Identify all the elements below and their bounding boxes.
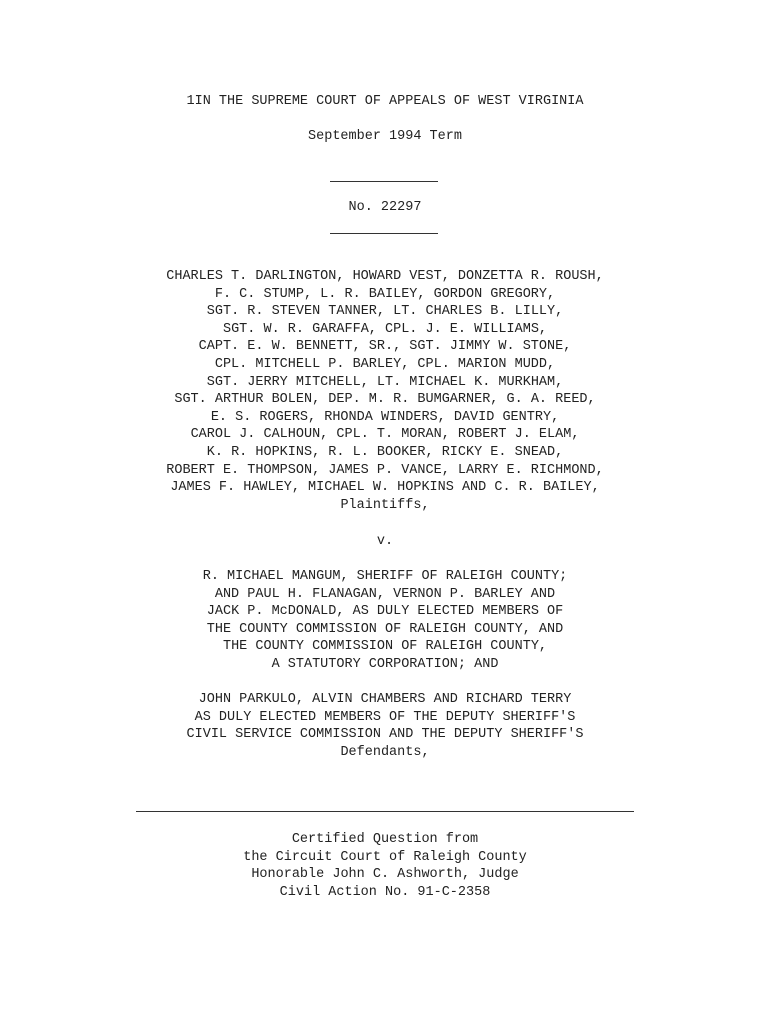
defendant-line: THE COUNTY COMMISSION OF RALEIGH COUNTY, AND <box>206 621 564 637</box>
plaintiff-line: SGT. W. R. GARAFFA, CPL. J. E. WILLIAMS, <box>222 321 548 337</box>
plaintiff-line: ROBERT E. THOMPSON, JAMES P. VANCE, LARRY E. RICHMOND, <box>166 462 604 478</box>
plaintiff-line: SGT. JERRY MITCHELL, LT. MICHAEL K. MURKHAM, <box>206 374 564 390</box>
plaintiffs-role: Plaintiffs, <box>340 497 430 513</box>
certified-question-line: Certified Question from <box>291 832 479 847</box>
plaintiff-line: CAPT. E. W. BENNETT, SR., SGT. JIMMY W. STONE, <box>198 339 572 355</box>
defendant-line: AND PAUL H. FLANAGAN, VERNON P. BARLEY AND <box>214 586 556 602</box>
certified-question-line: Civil Action No. 91-C-2358 <box>279 884 491 900</box>
case-number: No. 22297 <box>348 200 422 215</box>
plaintiff-line: SGT. ARTHUR BOLEN, DEP. M. R. BUMGARNER, G. A. REED, <box>174 392 596 408</box>
plaintiff-line: F. C. STUMP, L. R. BAILEY, GORDON GREGORY, <box>214 286 556 302</box>
divider-top <box>330 181 438 182</box>
defendants-block-2 <box>0 691 770 761</box>
plaintiff-line: CHARLES T. DARLINGTON, HOWARD VEST, DONZETTA R. ROUSH, <box>166 269 604 284</box>
defendant-line: JOHN PARKULO, ALVIN CHAMBERS AND RICHARD TERRY <box>198 692 572 707</box>
certified-question-line: Honorable John C. Ashworth, Judge <box>251 867 519 883</box>
defendant-line: CIVIL SERVICE COMMISSION AND THE DEPUTY SHERIFF'S <box>186 727 584 743</box>
defendant-line: AS DULY ELECTED MEMBERS OF THE DEPUTY SHERIFF'S <box>194 709 576 725</box>
divider-bottom <box>330 233 438 234</box>
defendants-role: Defendants, <box>340 744 430 760</box>
plaintiff-line: SGT. R. STEVEN TANNER, LT. CHARLES B. LILLY, <box>206 304 564 320</box>
court-title: 1IN THE SUPREME COURT OF APPEALS OF WEST VIRGINIA <box>186 94 584 109</box>
defendants-block-1 <box>0 568 770 674</box>
versus-label: v. <box>376 534 394 549</box>
defendant-line: THE COUNTY COMMISSION OF RALEIGH COUNTY, <box>222 639 548 655</box>
section-divider <box>136 811 634 812</box>
term-line: September 1994 Term <box>308 129 462 144</box>
plaintiff-line: K. R. HOPKINS, R. L. BOOKER, RICKY E. SNEAD, <box>206 444 564 460</box>
certified-question-line: the Circuit Court of Raleigh County <box>243 849 527 865</box>
certified-question-block <box>0 831 770 901</box>
defendant-line: R. MICHAEL MANGUM, SHERIFF OF RALEIGH COUNTY; <box>202 569 568 584</box>
plaintiff-line: E. S. ROGERS, RHONDA WINDERS, DAVID GENTRY, <box>210 409 560 425</box>
plaintiff-line: CAROL J. CALHOUN, CPL. T. MORAN, ROBERT J. ELAM, <box>190 427 580 443</box>
plaintiff-line: JAMES F. HAWLEY, MICHAEL W. HOPKINS AND C. R. BAILEY, <box>170 480 600 496</box>
plaintiff-line: CPL. MITCHELL P. BARLEY, CPL. MARION MUDD, <box>214 356 556 372</box>
defendant-line: JACK P. McDONALD, AS DULY ELECTED MEMBERS OF <box>206 604 564 620</box>
defendant-line: A STATUTORY CORPORATION; AND <box>271 656 499 672</box>
plaintiffs-block <box>0 268 770 514</box>
